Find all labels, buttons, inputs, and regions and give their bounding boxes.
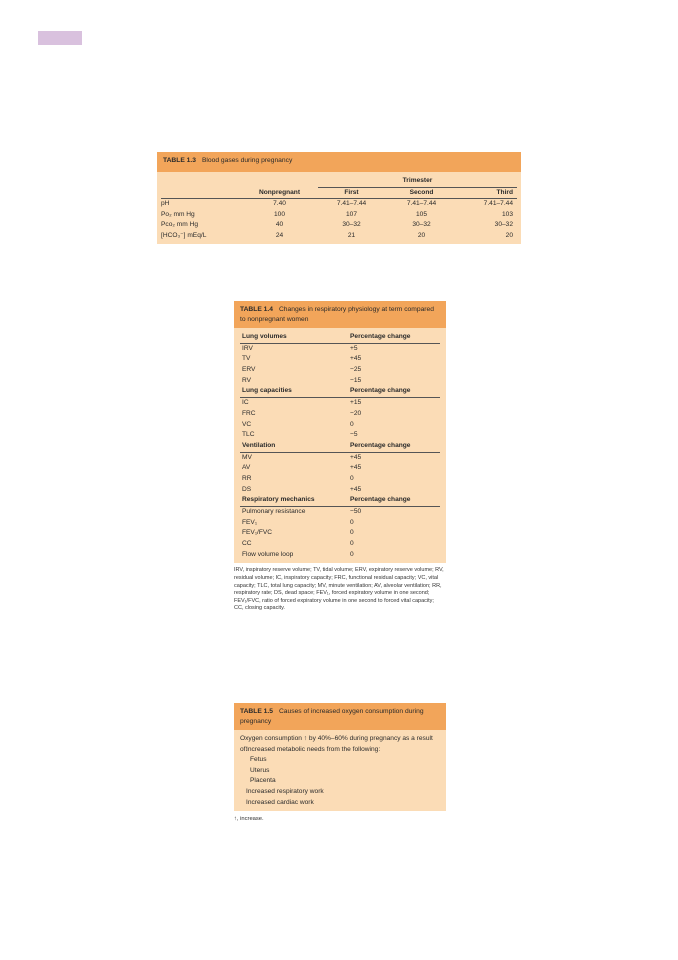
table-row	[161, 210, 517, 221]
section-heading: Lung capacities	[240, 386, 348, 398]
row-label: Pulmonary resistance	[242, 508, 306, 515]
intro-text: Oxygen consumption ↑ by 40%–60% during pregnancy as a result of:	[240, 735, 433, 753]
row-label: [HCO₃⁻] mEq/L	[161, 231, 207, 239]
cell: 0	[350, 550, 354, 558]
table-number: TABLE 1.4	[240, 306, 273, 313]
section-col-header: Percentage change	[348, 495, 440, 507]
table-title: Causes of increased oxygen consumption during pregnancy	[240, 708, 424, 725]
cell: 7.41–7.44	[483, 200, 513, 207]
col-header-third: Third	[458, 188, 517, 200]
table-body	[234, 730, 446, 811]
cell: +45	[350, 485, 362, 493]
cell: 40	[275, 221, 284, 228]
row-label: FRC	[242, 409, 256, 417]
cell: 0	[350, 420, 354, 428]
table-header	[234, 703, 446, 730]
row-label: CC	[242, 540, 252, 548]
table-footnote: IRV, inspiratory reserve volume; TV, tidal volume; ERV, expiratory reserve volume; RV, residual volume; IC, inspiratory capacity; FRC, functional residual capacity; VC, vital capacity; TLC, total lung capacity; MV, minute ventilation; AV, alveolar ventilation; RR, respiratory rate; DS, dead space; FEV₁, forced expiratory volume in one second; FEV₁/FVC, ratio of forced expiratory volume in one second to forced vital capacity; CC, closing capacity.	[234, 567, 444, 612]
cell: −50	[350, 508, 362, 515]
cell: +15	[350, 399, 362, 407]
list-item: Fetus	[250, 756, 267, 764]
list-item: Increased cardiac work	[246, 798, 314, 806]
row-label: IRV	[242, 344, 253, 352]
cell: 103	[501, 210, 513, 218]
table-blood-gases	[157, 152, 521, 244]
corner-color-tab	[38, 31, 82, 45]
cell: 0	[350, 529, 354, 537]
column-headers	[161, 188, 517, 200]
col-header-first: First	[318, 188, 385, 200]
table-row	[161, 231, 517, 242]
list-item: Uterus	[250, 766, 270, 774]
cell: 21	[347, 231, 356, 239]
table-footnote: ↑, increase.	[234, 816, 264, 823]
trimester-label: Trimester	[318, 176, 517, 188]
cell: 7.41–7.44	[336, 200, 367, 207]
list-item: Placenta	[250, 777, 276, 785]
table-respiratory-physiology	[234, 301, 446, 613]
row-label: Po₂ mm Hg	[161, 210, 195, 218]
row-label: TLC	[242, 431, 255, 439]
table-title: Blood gases during pregnancy	[201, 157, 293, 164]
row-label: RV	[242, 376, 252, 384]
row-label: Pco₂ mm Hg	[161, 221, 198, 228]
table-body	[157, 172, 521, 244]
section-col-header: Percentage change	[348, 386, 440, 398]
table-header	[234, 301, 446, 328]
cell: 105	[415, 210, 427, 218]
cell: 30–32	[342, 221, 361, 228]
table-number: TABLE 1.3	[163, 157, 196, 164]
cell: 100	[273, 210, 285, 218]
col-header-second: Second	[385, 188, 458, 200]
cell: 30–32	[412, 221, 431, 228]
cell: 107	[345, 210, 357, 218]
cell: 7.41–7.44	[406, 200, 437, 207]
list-item: Increased respiratory work	[246, 787, 324, 795]
cell: 0	[350, 518, 354, 526]
list-item: Increased metabolic needs from the following:	[246, 745, 381, 753]
cell: +5	[350, 344, 358, 352]
col-header-nonpregnant: Nonpregnant	[241, 188, 318, 200]
row-label: TV	[242, 355, 251, 363]
cell: 20	[417, 231, 426, 239]
row-label: FEV₁/FVC	[242, 529, 273, 537]
section-heading: Respiratory mechanics	[240, 495, 348, 507]
cell: 20	[505, 231, 513, 239]
table-title: Changes in respiratory physiology at term compared to nonpregnant women	[240, 306, 434, 323]
table-oxygen-consumption	[234, 703, 446, 825]
row-label: AV	[242, 464, 251, 472]
cell: +45	[350, 453, 362, 461]
cell: 7.40	[273, 200, 286, 207]
cell: 0	[350, 540, 354, 548]
row-label: MV	[242, 453, 252, 461]
cell: +45	[350, 464, 362, 472]
row-label: DS	[242, 485, 252, 493]
table-header	[157, 152, 521, 172]
row-label: pH	[161, 200, 170, 207]
col-header	[161, 188, 241, 200]
cell: −15	[350, 376, 362, 384]
section-heading: Ventilation	[240, 441, 348, 453]
table-number: TABLE 1.5	[240, 708, 273, 715]
cell: +45	[350, 355, 362, 363]
section-col-header: Percentage change	[348, 441, 440, 453]
section-col-header: Percentage change	[348, 332, 440, 344]
cell: −5	[350, 431, 358, 439]
cell: 0	[350, 474, 354, 482]
cell: −20	[350, 409, 362, 417]
section-heading: Lung volumes	[240, 332, 348, 344]
cell: 24	[275, 231, 284, 239]
row-label: IC	[242, 399, 249, 407]
row-label: ERV	[242, 366, 256, 374]
row-label: RR	[242, 474, 252, 482]
row-label: FEV₁	[242, 518, 258, 526]
row-label: Flow volume loop	[242, 550, 294, 558]
table-body	[234, 328, 446, 563]
table-row	[161, 199, 517, 210]
table-row	[161, 220, 517, 231]
row-label: VC	[242, 420, 252, 428]
cell: −25	[350, 366, 362, 374]
cell: 30–32	[494, 221, 513, 228]
